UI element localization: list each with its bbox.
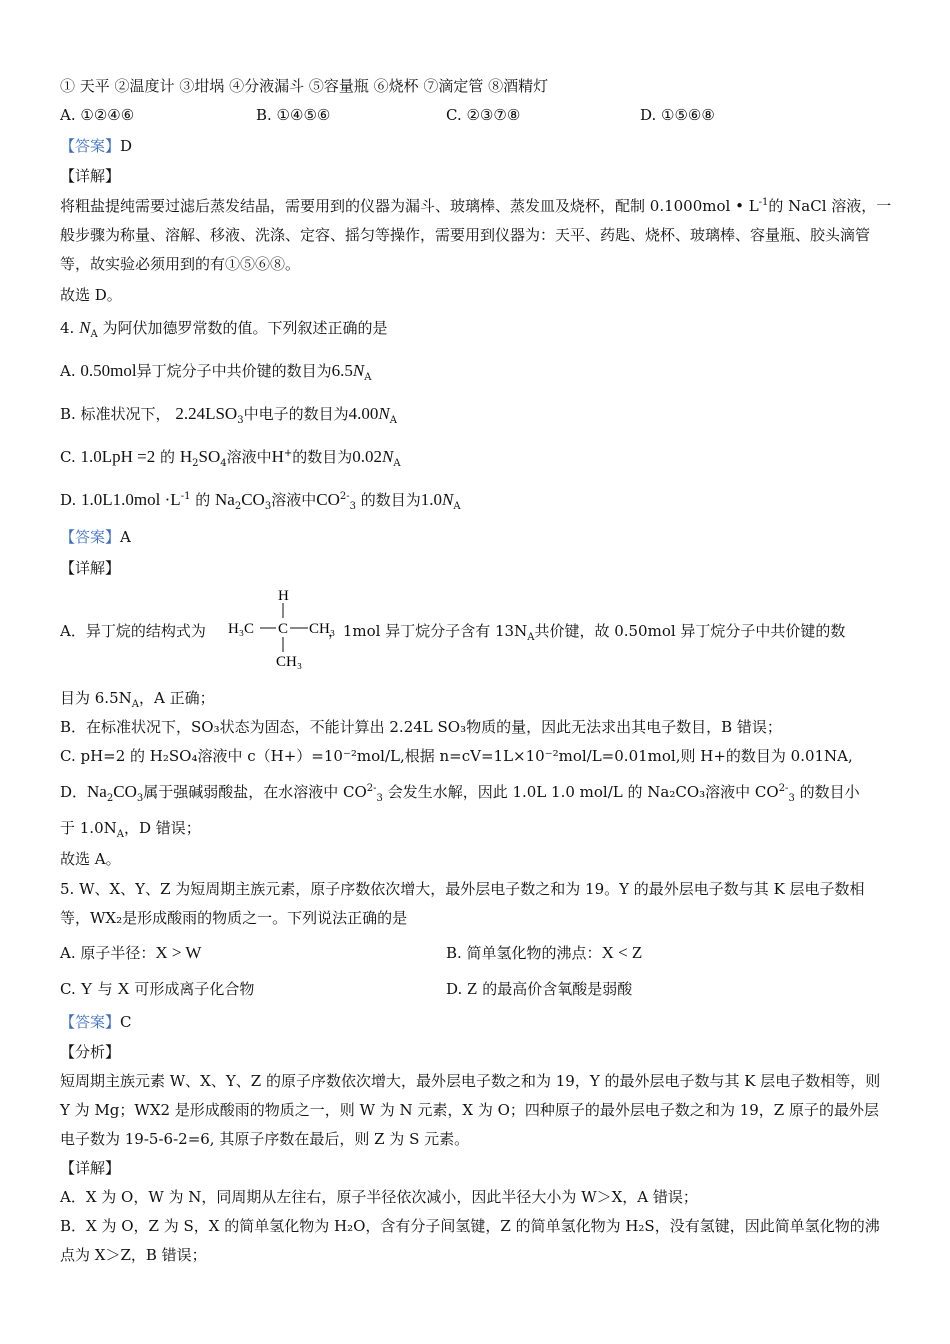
q4-answer: 【答案】A — [60, 528, 131, 546]
q5-stem: 5. W、X、Y、Z 为短周期主族元素，原子序数依次增大，最外层电子数之和为 19。Y 的最外层电子数与其 K 层电子数相等，WX₂是形成酸雨的物质之一。下列说法正确的是 — [60, 880, 865, 927]
q3-option-a: A. ①②④⑥ — [60, 106, 135, 124]
q4-explain-d: D．$Na_2CO_3$属于强碱弱酸盐，在水溶液中 $CO^{2-}_3$ 会发生水解，因此 1.0L 1.0 mol/L 的 Na₂CO₃溶液中 $CO^{2-}_3$ 的数目小 — [60, 782, 860, 804]
q4-stem: 4. $N_A$ 为阿伏加德罗常数的值。下列叙述正确的是 — [60, 318, 388, 340]
q5-option-a: A. 原子半径：X > W — [60, 943, 202, 962]
q5-option-b: B. 简单氢化物的沸点：X < Z — [446, 943, 643, 962]
q4-explain-a: A．异丁烷的结构式为 ，1mol 异丁烷分子含有 $13N_A$共价键，故 0.50mol 异丁烷分子中共价键的数 — [60, 622, 846, 643]
q4-detail-label: 【详解】 — [60, 559, 121, 577]
q4-explain-a-cont: 目为 $6.5N_A$，A 正确； — [60, 689, 215, 710]
q4-explain-b: B．在标准状况下，SO₃状态为固态，不能计算出 2.24L SO₃物质的量，因此无法求出其电子数目，B 错误； — [60, 718, 782, 736]
q4-option-a: A. 0.50mol异丁烷分子中共价键的数目为$6.5N_A$ — [60, 361, 372, 383]
q3-conclusion: 故选 D。 — [60, 286, 122, 304]
q4-explain-d-cont: 于 $1.0N_A$，D 错误； — [60, 819, 201, 840]
q3-option-c: C. ②③⑦⑧ — [446, 106, 521, 124]
q3-detail-label: 【详解】 — [60, 167, 121, 185]
q5-explain-b: B．X 为 O，Z 为 S，X 的简单氢化物为 H₂O，含有分子间氢键，Z 的简单氢化物为 H₂S，没有氢键，因此简单氢化物的沸点为 X＞Z，B 错误； — [60, 1217, 880, 1264]
q3-answer: 【答案】D — [60, 137, 133, 155]
q5-analysis-text: 短周期主族元素 W、X、Y、Z 的原子序数依次增大，最外层电子数之和为 19，Y 的最外层电子数与其 K 层电子数相等，则 Y 为 Mg；WX2 是形成酸雨的物质之一，则 W 为 N 元素，X 为 O；四种原子的最外层电子数之和为 19，Z 原子的最外层电子数为 19-5-6-2=6, 其原子序数在最后，则 Z 为 S 元素。 — [60, 1072, 881, 1148]
q5-option-d: D. Z 的最高价含氧酸是弱酸 — [446, 979, 633, 998]
q3-detail-text: 将粗盐提纯需要过滤后蒸发结晶，需要用到的仪器为漏斗、玻璃棒、蒸发皿及烧杯，配制 0.1000mol • $L^{-1}$的 NaCl 溶液，一般步骤为称量、溶解、移液、洗涤、定容、摇匀等操作，需要用到仪器为：天平、药匙、烧杯、玻璃棒、容量瓶、胶头滴管等，故实验必须用到的有①⑤⑥⑧。 — [60, 197, 892, 273]
q5-answer: 【答案】C — [60, 1013, 132, 1031]
structure-ch3-bottom: CH₃ — [276, 654, 303, 670]
q4-option-d: D. $1.0L1.0mol \cdot L^{-1}$ 的 $Na_2CO_3$溶液中$CO^{2-}_3$ 的数目为$1.0N_A$ — [60, 490, 461, 512]
q4-explain-c: C. pH=2 的 H₂SO₄溶液中 c（H+）=10⁻²mol/L,根据 n=cV=1L×10⁻²mol/L=0.01mol,则 H+的数目为 0.01NA, — [60, 747, 853, 765]
q3-option-d: D. ①⑤⑥⑧ — [640, 106, 715, 124]
q4-conclusion: 故选 A。 — [60, 850, 121, 868]
structure-ch3-right: CH₃ — [309, 621, 336, 637]
q5-analysis-label: 【分析】 — [60, 1043, 121, 1061]
q3-instruments: ① 天平 ②温度计 ③坩埚 ④分液漏斗 ⑤容量瓶 ⑥烧杯 ⑦滴定管 ⑧酒精灯 — [60, 77, 549, 95]
structure-c-center: C — [278, 621, 289, 637]
q4-option-c: C. 1.0LpH =2 的 $H_2SO_4$溶液中H+的数目为$0.02N_A$ — [60, 447, 401, 469]
structure-h-top: H — [278, 588, 289, 604]
q5-option-c: C. Y 与 X 可形成离子化合物 — [60, 979, 255, 998]
q5-detail-label: 【详解】 — [60, 1159, 121, 1177]
structure-h3c: H₃C — [228, 621, 255, 637]
q3-option-b: B. ①④⑤⑥ — [256, 106, 331, 124]
q5-explain-a: A．X 为 O，W 为 N，同周期从左往右，原子半径依次减小，因此半径大小为 W＞X，A 错误； — [60, 1188, 698, 1206]
q4-option-b: B. 标准状况下， $2.24LSO_3$中电子的数目为$4.00N_A$ — [60, 404, 397, 426]
